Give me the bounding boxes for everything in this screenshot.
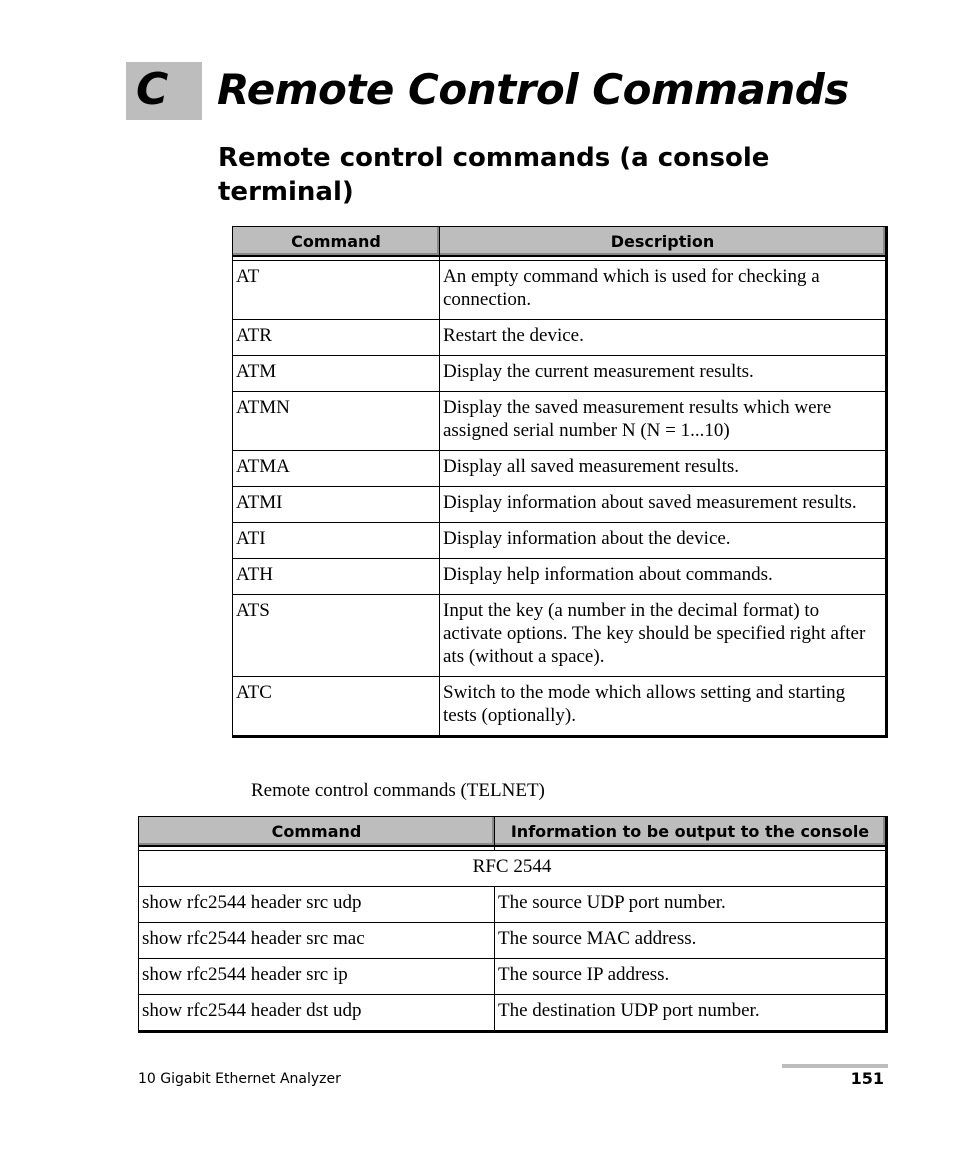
command-cell: ATM [233, 356, 440, 392]
description-cell: Restart the device. [440, 320, 887, 356]
table-group-row [139, 851, 887, 887]
command-cell: show rfc2544 header src mac [139, 923, 495, 959]
description-cell: Display information about saved measurement results. [440, 487, 887, 523]
table-row [233, 595, 887, 677]
command-cell: show rfc2544 header src ip [139, 959, 495, 995]
column-header-output-info: Information to be output to the console [495, 817, 887, 847]
table-caption: Remote control commands (TELNET) [251, 780, 545, 801]
table-row [233, 320, 887, 356]
command-cell: AT [233, 261, 440, 320]
command-cell: ATMN [233, 392, 440, 451]
footer-product-name: 10 Gigabit Ethernet Analyzer [138, 1071, 341, 1087]
info-cell: The destination UDP port number. [495, 995, 887, 1032]
info-cell: The source MAC address. [495, 923, 887, 959]
console-commands-table [232, 226, 888, 738]
command-cell: ATMI [233, 487, 440, 523]
description-cell: Display information about the device. [440, 523, 887, 559]
table-header-row [233, 227, 887, 257]
description-cell: Display help information about commands. [440, 559, 887, 595]
column-header-command: Command [139, 817, 495, 847]
command-cell: ATI [233, 523, 440, 559]
group-label-cell: RFC 2544 [139, 851, 887, 887]
description-cell: Switch to the mode which allows setting and starting tests (optionally). [440, 677, 887, 737]
table-header-row [139, 817, 887, 847]
command-cell: show rfc2544 header dst udp [139, 995, 495, 1032]
command-cell: ATR [233, 320, 440, 356]
description-cell: Input the key (a number in the decimal format) to activate options. The key should be specified right after ats (without a space). [440, 595, 887, 677]
table-row [139, 923, 887, 959]
chapter-title: Remote Control Commands [217, 65, 849, 114]
column-header-command: Command [233, 227, 440, 257]
description-cell: An empty command which is used for checking a connection. [440, 261, 887, 320]
info-cell: The source UDP port number. [495, 887, 887, 923]
page-number: 151 [850, 1069, 884, 1088]
table-row [139, 995, 887, 1032]
table-row [139, 959, 887, 995]
description-cell: Display the saved measurement results which were assigned serial number N (N = 1...10) [440, 392, 887, 451]
command-cell: show rfc2544 header src udp [139, 887, 495, 923]
section-title: Remote control commands (a console terminal) [218, 143, 770, 207]
table-row [233, 559, 887, 595]
table-row [233, 487, 887, 523]
table-row [233, 677, 887, 737]
description-cell: Display all saved measurement results. [440, 451, 887, 487]
column-header-description: Description [440, 227, 887, 257]
description-cell: Display the current measurement results. [440, 356, 887, 392]
table-row [233, 261, 887, 320]
table-row [139, 887, 887, 923]
command-cell: ATH [233, 559, 440, 595]
table-row [233, 392, 887, 451]
table-row [233, 451, 887, 487]
command-cell: ATC [233, 677, 440, 737]
command-cell: ATS [233, 595, 440, 677]
table-row [233, 356, 887, 392]
telnet-commands-table [138, 816, 888, 1033]
table-row [233, 523, 887, 559]
chapter-letter: C [136, 64, 169, 115]
info-cell: The source IP address. [495, 959, 887, 995]
command-cell: ATMA [233, 451, 440, 487]
footer-rule [782, 1064, 888, 1068]
